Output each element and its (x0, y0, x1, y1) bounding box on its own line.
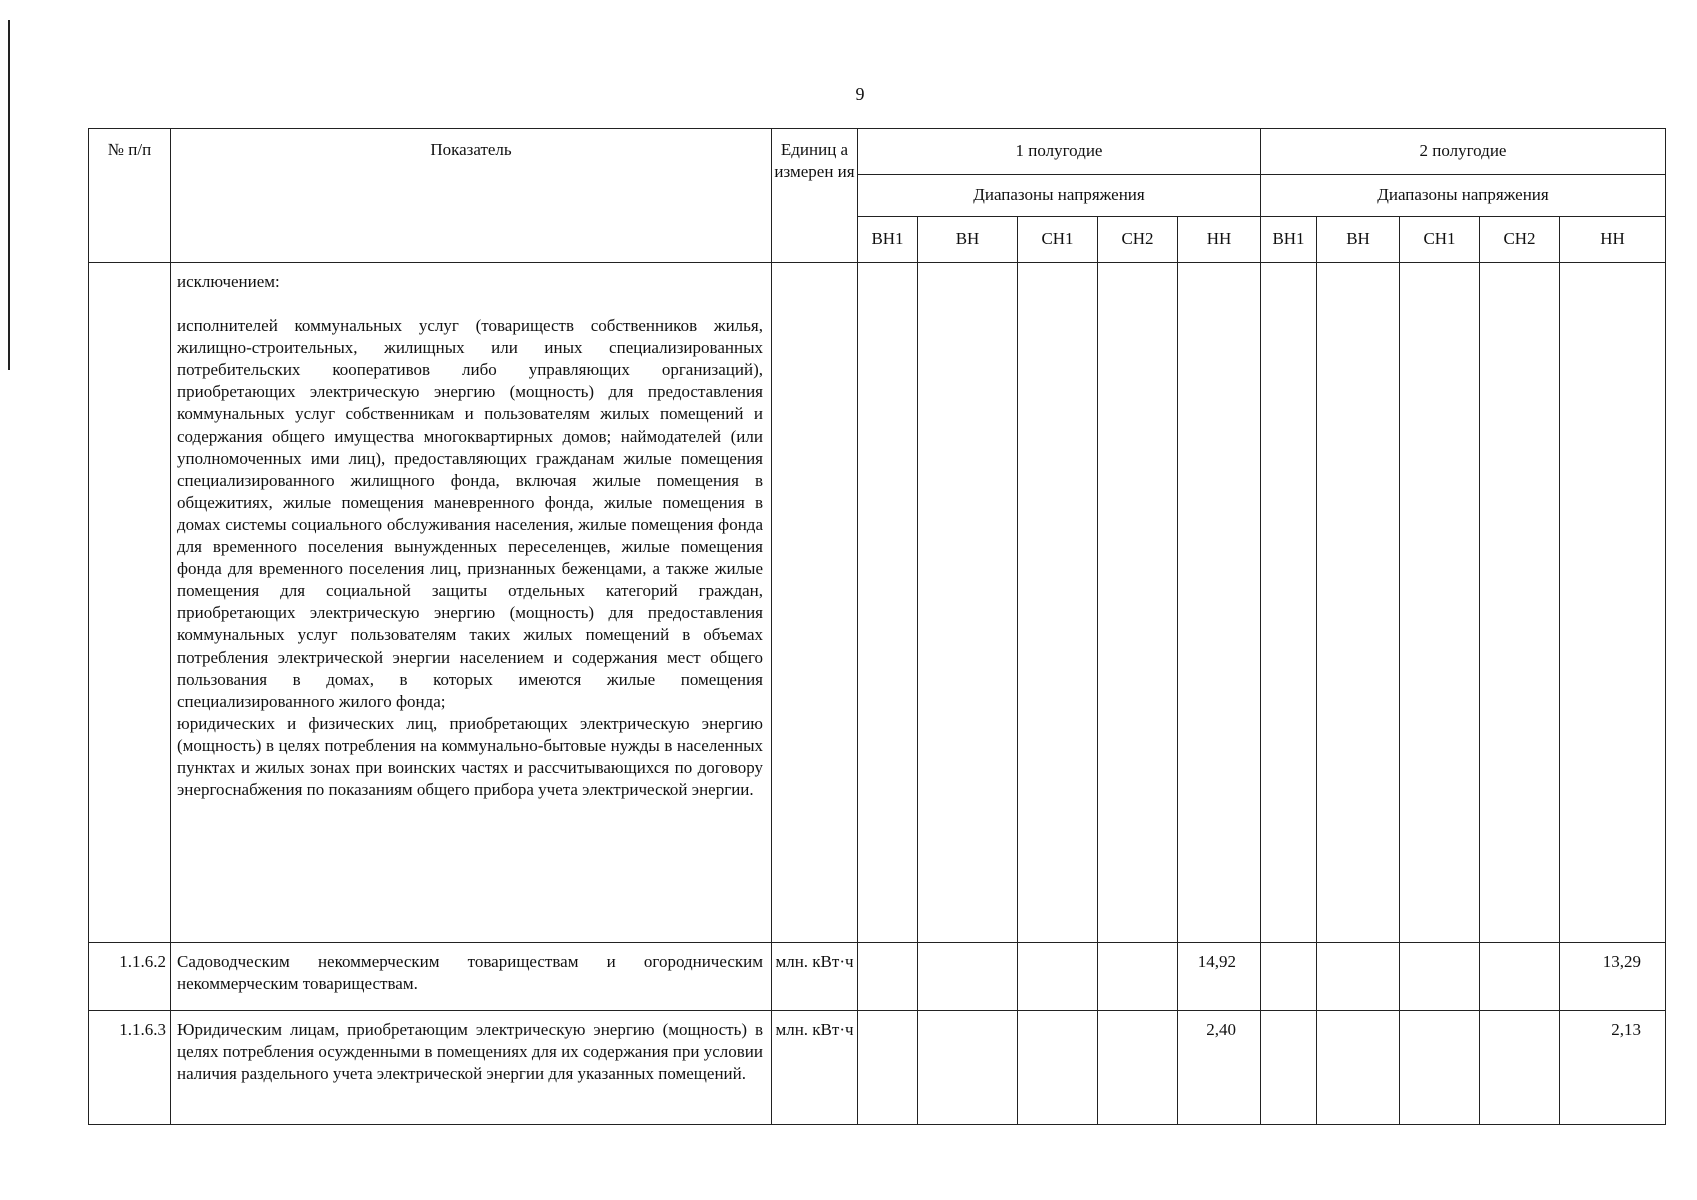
cell-empty (1480, 263, 1560, 943)
level-sn2: СН2 (1480, 217, 1560, 263)
level-vn1: ВН1 (1261, 217, 1317, 263)
level-vn1: ВН1 (858, 217, 918, 263)
cell-empty (1178, 263, 1261, 943)
table-row (89, 943, 1666, 1011)
level-sn2: СН2 (1098, 217, 1178, 263)
header-indicator: Показатель (171, 129, 772, 263)
cell-h2-sn1 (1400, 943, 1480, 1011)
cell-num: 1.1.6.2 (89, 943, 171, 1011)
continuation-paragraph: исключением: (177, 272, 280, 291)
cell-h2-nn: 2,13 (1560, 1011, 1666, 1125)
cell-h1-nn: 14,92 (1178, 943, 1261, 1011)
cell-empty (858, 263, 918, 943)
header-num: № п/п (89, 129, 171, 263)
cell-h1-vn1 (858, 1011, 918, 1125)
table-row-continuation (89, 263, 1666, 943)
cell-empty (772, 263, 858, 943)
continuation-paragraph: юридических и физических лиц, приобретающих электрическую энергию (мощность) в целях потребления на коммунально-бытовые нужды в населенных пунктах и жилых зонах при воинских частях и рассчитывающихся по договору энергоснабжения по показаниям общего прибора учета электрической энергии. (177, 713, 763, 800)
cell-empty (1317, 263, 1400, 943)
level-nn: НН (1178, 217, 1261, 263)
cell-h1-vn (918, 943, 1018, 1011)
cell-h2-sn1 (1400, 1011, 1480, 1125)
cell-h2-vn (1317, 943, 1400, 1011)
level-nn: НН (1560, 217, 1666, 263)
header-unit: Единиц а измерен ия (772, 129, 858, 263)
cell-indicator: Юридическим лицам, приобретающим электрическую энергию (мощность) в целях потребления осужденными в помещениях для их содержания при условии наличия раздельного учета электрической энергии для указанных помещений. (171, 1011, 772, 1125)
scan-edge-line (8, 190, 10, 370)
table-row (89, 1011, 1666, 1125)
cell-h2-sn2 (1480, 943, 1560, 1011)
cell-indicator-continuation (171, 263, 772, 943)
cell-num-empty (89, 263, 171, 943)
cell-h1-nn: 2,40 (1178, 1011, 1261, 1125)
cell-unit: млн. кВт·ч (772, 943, 858, 1011)
cell-h1-sn1 (1018, 943, 1098, 1011)
cell-empty (1018, 263, 1098, 943)
header-half-1: 1 полугодие (858, 129, 1261, 175)
header-ranges-2: Диапазоны напряжения (1261, 175, 1666, 217)
level-sn1: СН1 (1400, 217, 1480, 263)
cell-empty (918, 263, 1018, 943)
cell-h1-sn1 (1018, 1011, 1098, 1125)
cell-h1-vn (918, 1011, 1018, 1125)
cell-num: 1.1.6.3 (89, 1011, 171, 1125)
cell-h2-nn: 13,29 (1560, 943, 1666, 1011)
continuation-paragraph: исполнителей коммунальных услуг (товариществ собственников жилья, жилищно-строительных, жилищных или иных специализированных потребительских кооперативов либо управляющих организаций), приобретающих электрическую энергию (мощность) для предоставления коммунальных услуг собственникам и пользователям жилых помещений и содержания общего имущества многоквартирных домов; наймодателей (или уполномоченных ими лиц), предоставляющих гражданам жилые помещения специализированного жилищного фонда, включая жилые помещения в общежитиях, жилые помещения маневренного фонда, жилые помещения в домах системы социального обслуживания населения, жилые помещения фонда для временного поселения вынужденных переселенцев, жилые помещения фонда для временного поселения лиц, признанных беженцами, а также жилые помещения для социальной защиты отдельных категорий граждан, приобретающих электрическую энергию (мощность) для предоставления коммунальных услуг пользователям таких жилых помещений в объемах потребления электрической энергии населением и содержания мест общего пользования в домах, в которых имеются жилые помещения специализированного жилого фонда; (177, 316, 763, 711)
level-vn: ВН (918, 217, 1018, 263)
level-vn: ВН (1317, 217, 1400, 263)
header-half-2: 2 полугодие (1261, 129, 1666, 175)
cell-empty (1560, 263, 1666, 943)
cell-empty (1400, 263, 1480, 943)
cell-h2-sn2 (1480, 1011, 1560, 1125)
cell-h2-vn1 (1261, 943, 1317, 1011)
header-row-1 (89, 129, 1666, 175)
cell-indicator: Садоводческим некоммерческим товариществам и огородническим некоммерческим товариществам. (171, 943, 772, 1011)
level-sn1: СН1 (1018, 217, 1098, 263)
cell-h2-vn (1317, 1011, 1400, 1125)
cell-unit: млн. кВт·ч (772, 1011, 858, 1125)
cell-h2-vn1 (1261, 1011, 1317, 1125)
scan-edge-line (8, 20, 10, 190)
header-ranges-1: Диапазоны напряжения (858, 175, 1261, 217)
cell-h1-vn1 (858, 943, 918, 1011)
cell-h1-sn2 (1098, 1011, 1178, 1125)
cell-empty (1098, 263, 1178, 943)
cell-h1-sn2 (1098, 943, 1178, 1011)
cell-empty (1261, 263, 1317, 943)
tariff-table (88, 128, 1666, 1125)
page-number: 9 (855, 84, 865, 104)
